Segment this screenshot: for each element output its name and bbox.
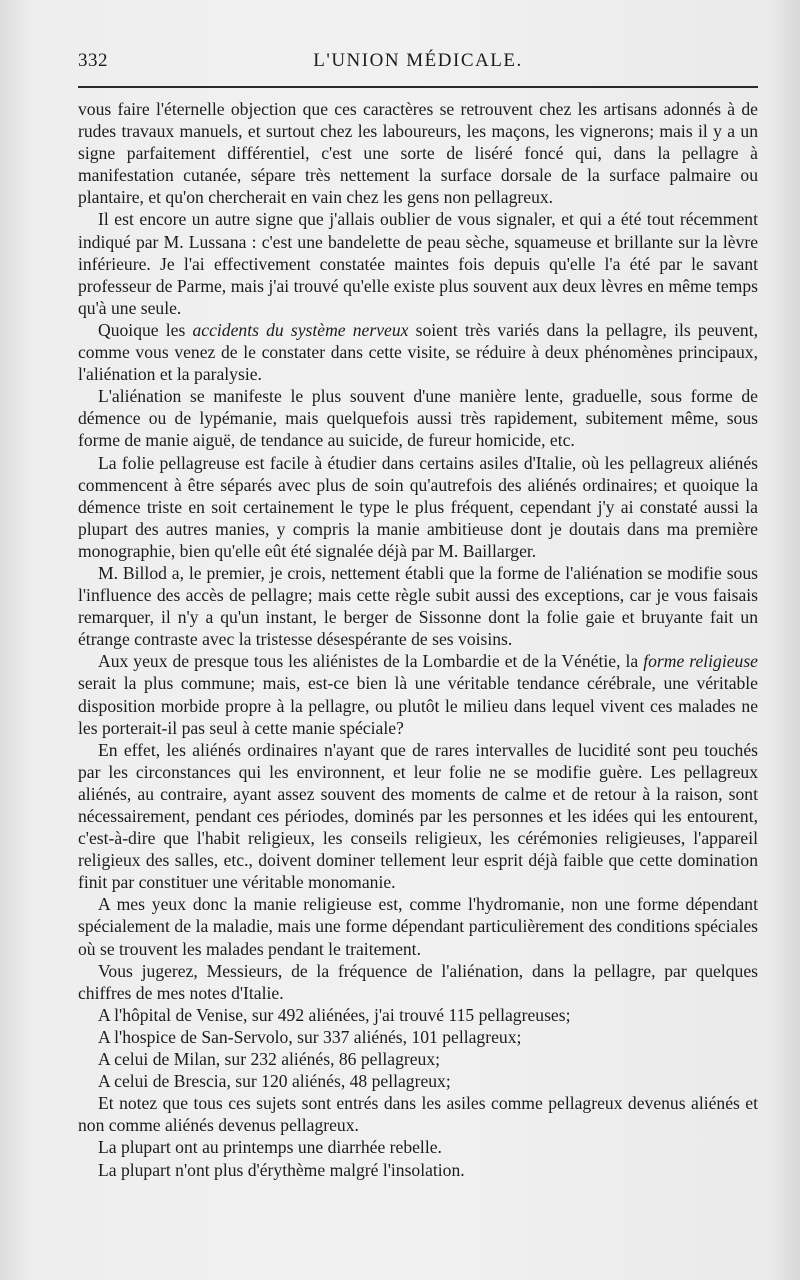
list-item: A celui de Brescia, sur 120 aliénés, 48 pellagreux; bbox=[98, 1071, 451, 1092]
statistics-list bbox=[78, 1004, 758, 1092]
list-item: A l'hospice de San-Servolo, sur 337 aliénés, 101 pellagreux; bbox=[98, 1026, 522, 1047]
text-run: Quoique les bbox=[98, 319, 193, 340]
emphasis-text: accidents du système nerveux bbox=[192, 319, 409, 340]
paragraph bbox=[78, 650, 758, 738]
page-number: 332 bbox=[78, 50, 108, 71]
paragraph: L'aliénation se manifeste le plus souvent d'une manière lente, graduelle, sous forme de démence ou de lypémanie, mais quelquefois aussi très rapidement, subitement même, sous forme de manie aiguë, de tendance au suicide, de fureur homicide, etc. bbox=[78, 386, 758, 451]
paragraph bbox=[78, 319, 758, 385]
paragraph: M. Billod a, le premier, je crois, nettement établi que la forme de l'aliénation se modifie sous l'influence des accès de pellagre; mais cette règle subit aussi des exceptions, car je vous faisais remarquer, il n'y a qu'un instant, le berger de Sissonne dont la folie gaie et bruyante fait un étrange contraste avec la tristesse désespérante de ses voisins. bbox=[78, 562, 758, 650]
paragraph: En effet, les aliénés ordinaires n'ayant que de rares intervalles de lucidité sont peu touchés par les circonstances qui les environnent, et leur folie ne se modifie guère. Les pellagreux aliénés, au contraire, ayant assez souvent des moments de calme et de retour à la raison, sont nécessairement, pendant ces périodes, dominés par les personnes et les idées qui les entourent, c'est-à-dire que l'habit religieux, les conseils religieux, les cérémonies religieuses, l'appareil religieux des salles, etc., doivent dominer tellement leur esprit déjà faible que cette domination finit par constituer une véritable monomanie. bbox=[78, 739, 758, 893]
running-title: L'UNION MÉDICALE. bbox=[313, 50, 523, 71]
header-rule bbox=[78, 86, 758, 88]
list-item: A celui de Milan, sur 232 aliénés, 86 pellagreux; bbox=[98, 1049, 441, 1070]
paragraph: Vous jugerez, Messieurs, de la fréquence de l'aliénation, dans la pellagre, par quelques chiffres de mes notes d'Italie. bbox=[78, 960, 758, 1003]
page-header bbox=[78, 50, 758, 82]
paragraph: La folie pellagreuse est facile à étudier dans certains asiles d'Italie, où les pellagreux aliénés commencent à être séparés avec plus de soin qu'autrefois des aliénés ordinaires; et quoique la démence triste en soit certainement le type le plus fréquent, cependant j'y ai constaté aussi la plupart des autres manies, y compris la manie ambitieuse dont je doutais dans ma première monographie, bien qu'elle eût été signalée déjà par M. Baillarger. bbox=[78, 452, 758, 561]
list-item: A l'hôpital de Venise, sur 492 aliénées, j'ai trouvé 115 pellagreuses; bbox=[98, 1004, 571, 1025]
paragraph: La plupart n'ont plus d'érythème malgré l'insolation. bbox=[98, 1159, 465, 1180]
paragraph: vous faire l'éternelle objection que ces caractères se retrouvent chez les artisans adonnés à de rudes travaux manuels, et surtout chez les laboureurs, les maçons, les vignerons; mais il y a un signe parfaitement différentiel, c'est une sorte de liséré foncé qui, dans la pellagre à manifestation cutanée, sépare très nettement la surface dorsale de la surface palmaire ou plantaire, et qu'on chercherait en vain chez les gens non pellagreux. bbox=[78, 99, 758, 208]
text-run: serait la plus commune; mais, est-ce bien là une véritable tendance cérébrale, une véritable disposition morbide propre à la pellagre, ou plutôt le milieu dans lequel vivent ces malades ne les porterait-il pas seul à cette manie spéciale? bbox=[78, 673, 758, 738]
paragraph: A mes yeux donc la manie religieuse est, comme l'hydromanie, non une forme dépendant spécialement de la maladie, mais une forme dépendant particulièrement des conditions spéciales où se trouvent les malades pendant le traitement. bbox=[78, 894, 758, 959]
paragraph: La plupart ont au printemps une diarrhée rebelle. bbox=[98, 1137, 442, 1158]
text-run: Aux yeux de presque tous les aliénistes de la Lombardie et de la Vénétie, la bbox=[98, 651, 644, 672]
emphasis-text: forme religieuse bbox=[643, 651, 758, 672]
paragraph: Il est encore un autre signe que j'allais oublier de vous signaler, et qui a été tout récemment indiqué par M. Lussana : c'est une bandelette de peau sèche, squameuse et brillante sur la lèvre inférieure. Je l'ai effectivement constatée maintes fois depuis qu'elle l'a été par le savant professeur de Parme, mais j'ai trouvé qu'elle existe plus souvent aux deux lèvres en même temps qu'à une seule. bbox=[78, 209, 758, 318]
text-run: soient très variés dans la pellagre, ils peuvent, comme vous venez de le constater dans cette visite, se réduire à deux phénomènes principaux, l'aliénation et la paralysie. bbox=[78, 319, 758, 385]
paragraph: Et notez que tous ces sujets sont entrés dans les asiles comme pellagreux devenus aliénés et non comme aliénés devenus pellagreux. bbox=[78, 1093, 758, 1136]
body-text bbox=[78, 98, 758, 1181]
